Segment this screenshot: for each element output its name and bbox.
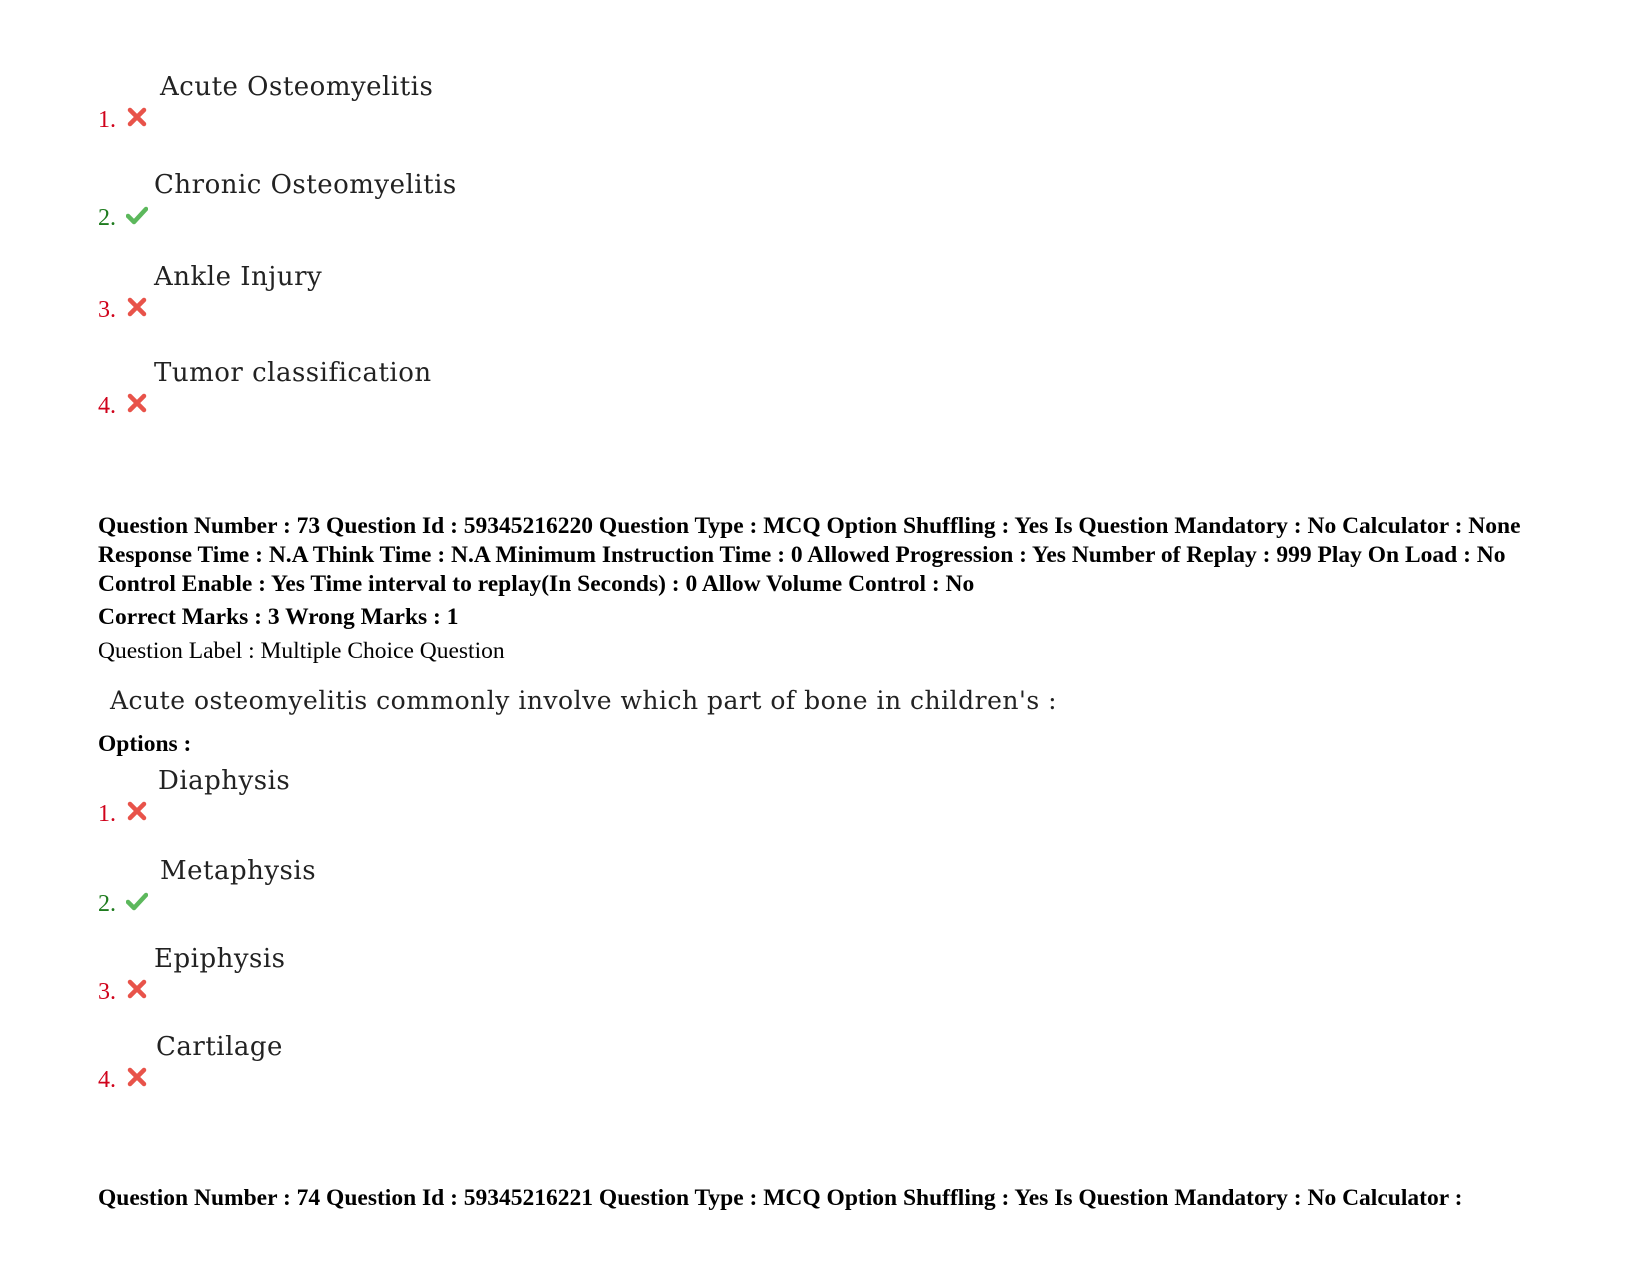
cross-icon — [126, 296, 148, 318]
cross-icon — [126, 800, 148, 822]
option-text: Acute Osteomyelitis — [160, 72, 434, 102]
check-icon — [126, 890, 148, 912]
question-73-marks: Correct Marks : 3 Wrong Marks : 1 — [98, 604, 459, 630]
question-73-header: Question Number : 73 Question Id : 59345216220 Question Type : MCQ Option Shuffling : Yes Is Question Mandatory : No Calculator : None Response Time : N.A Think Time : N.A Minimum Instruction Time : 0 Allowed Progression : Yes Number of Replay : 999 Play On Load : No Control Enable : Yes Time interval to replay(In Seconds) : 0 Allow Volume Control : No — [98, 513, 1521, 597]
option-number: 3. — [98, 979, 116, 1005]
option-text: Chronic Osteomyelitis — [154, 170, 457, 200]
options-label: Options : — [98, 731, 192, 757]
option-text: Tumor classification — [154, 358, 432, 388]
option-text: Cartilage — [156, 1032, 283, 1062]
prev-option-3 — [98, 262, 998, 322]
q73-option-1 — [98, 766, 998, 826]
prev-option-4 — [98, 358, 998, 418]
option-text: Ankle Injury — [154, 262, 323, 292]
q73-option-2 — [98, 856, 998, 916]
question-73-text: Acute osteomyelitis commonly involve which part of bone in children's : — [110, 686, 1058, 715]
cross-icon — [126, 392, 148, 414]
cross-icon — [126, 106, 148, 128]
option-number: 3. — [98, 297, 116, 323]
q73-option-3 — [98, 944, 998, 1004]
option-text: Diaphysis — [158, 766, 291, 796]
cross-icon — [126, 978, 148, 1000]
option-text: Epiphysis — [154, 944, 286, 974]
option-number: 2. — [98, 205, 116, 231]
question-73-label: Question Label : Multiple Choice Question — [98, 638, 505, 664]
check-icon — [126, 204, 148, 226]
option-number: 4. — [98, 1067, 116, 1093]
q73-option-4 — [98, 1032, 998, 1092]
option-number: 1. — [98, 801, 116, 827]
prev-option-1 — [98, 72, 998, 132]
prev-option-2 — [98, 170, 998, 230]
option-number: 4. — [98, 393, 116, 419]
option-text: Metaphysis — [160, 856, 317, 886]
option-number: 2. — [98, 891, 116, 917]
question-74-header: Question Number : 74 Question Id : 59345216221 Question Type : MCQ Option Shuffling : Yes Is Question Mandatory : No Calculator : — [98, 1185, 1463, 1211]
cross-icon — [126, 1066, 148, 1088]
option-number: 1. — [98, 107, 116, 133]
